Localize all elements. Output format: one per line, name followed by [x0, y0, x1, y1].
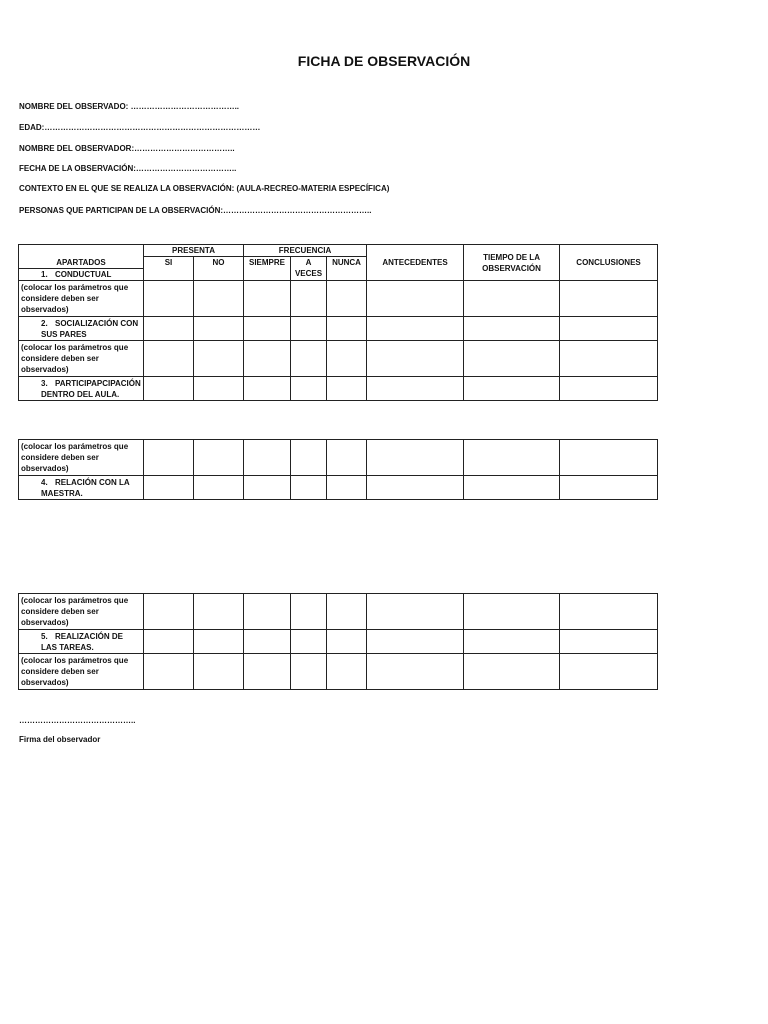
item-participacion: 3. PARTICIPAPCIPACIÓN DENTRO DEL AULA. — [19, 377, 144, 401]
header-frecuencia: FRECUENCIA — [244, 245, 367, 257]
signature-line: …………………………………….. — [19, 716, 136, 725]
header-nunca: NUNCA — [327, 257, 367, 281]
field-edad: EDAD:……………………………………………………………………… — [19, 123, 261, 132]
page-title: FICHA DE OBSERVACIÓN — [297, 53, 471, 69]
param-cell: (colocar los parámetros que considere deben ser observados) — [19, 341, 144, 377]
item-relacion-maestra: 4. RELACIÓN CON LA MAESTRA. — [19, 476, 144, 500]
param-cell: (colocar los parámetros que considere deben ser observados) — [19, 594, 144, 630]
param-cell: (colocar los parámetros que considere deben ser observados) — [19, 440, 144, 476]
header-siempre: SIEMPRE — [244, 257, 291, 281]
header-conclusiones: CONCLUSIONES — [560, 245, 658, 281]
signature-label: Firma del observador — [19, 735, 101, 744]
item-conductual: 1. CONDUCTUAL — [19, 269, 144, 281]
observation-table-3 — [18, 593, 658, 690]
field-personas: PERSONAS QUE PARTICIPAN DE LA OBSERVACIÓN:……………………………………………….. — [19, 206, 372, 215]
header-no: NO — [194, 257, 244, 281]
header-si: SI — [144, 257, 194, 281]
param-cell: (colocar los parámetros que considere deben ser observados) — [19, 281, 144, 317]
header-tiempo: TIEMPO DE LA OBSERVACIÓN — [464, 245, 560, 281]
item-socializacion: 2. SOCIALIZACIÓN CON SUS PARES — [19, 317, 144, 341]
param-cell: (colocar los parámetros que considere deben ser observados) — [19, 654, 144, 690]
field-observador: NOMBRE DEL OBSERVADOR:……………………………….. — [19, 144, 235, 153]
header-presenta: PRESENTA — [144, 245, 244, 257]
header-apartados: APARTADOS — [19, 245, 144, 269]
observation-table-2 — [18, 439, 658, 500]
field-fecha: FECHA DE LA OBSERVACIÓN:……………………………….. — [19, 164, 237, 173]
field-observado: NOMBRE DEL OBSERVADO: ………………………………….. — [19, 102, 240, 111]
observation-table-1 — [18, 244, 658, 401]
header-a-veces: A VECES — [291, 257, 327, 281]
header-antecedentes: ANTECEDENTES — [367, 245, 464, 281]
field-contexto: CONTEXTO EN EL QUE SE REALIZA LA OBSERVACIÓN: (AULA-RECREO-MATERIA ESPECÍFICA) — [19, 184, 390, 193]
item-tareas: 5. REALIZACIÓN DE LAS TAREAS. — [19, 630, 144, 654]
